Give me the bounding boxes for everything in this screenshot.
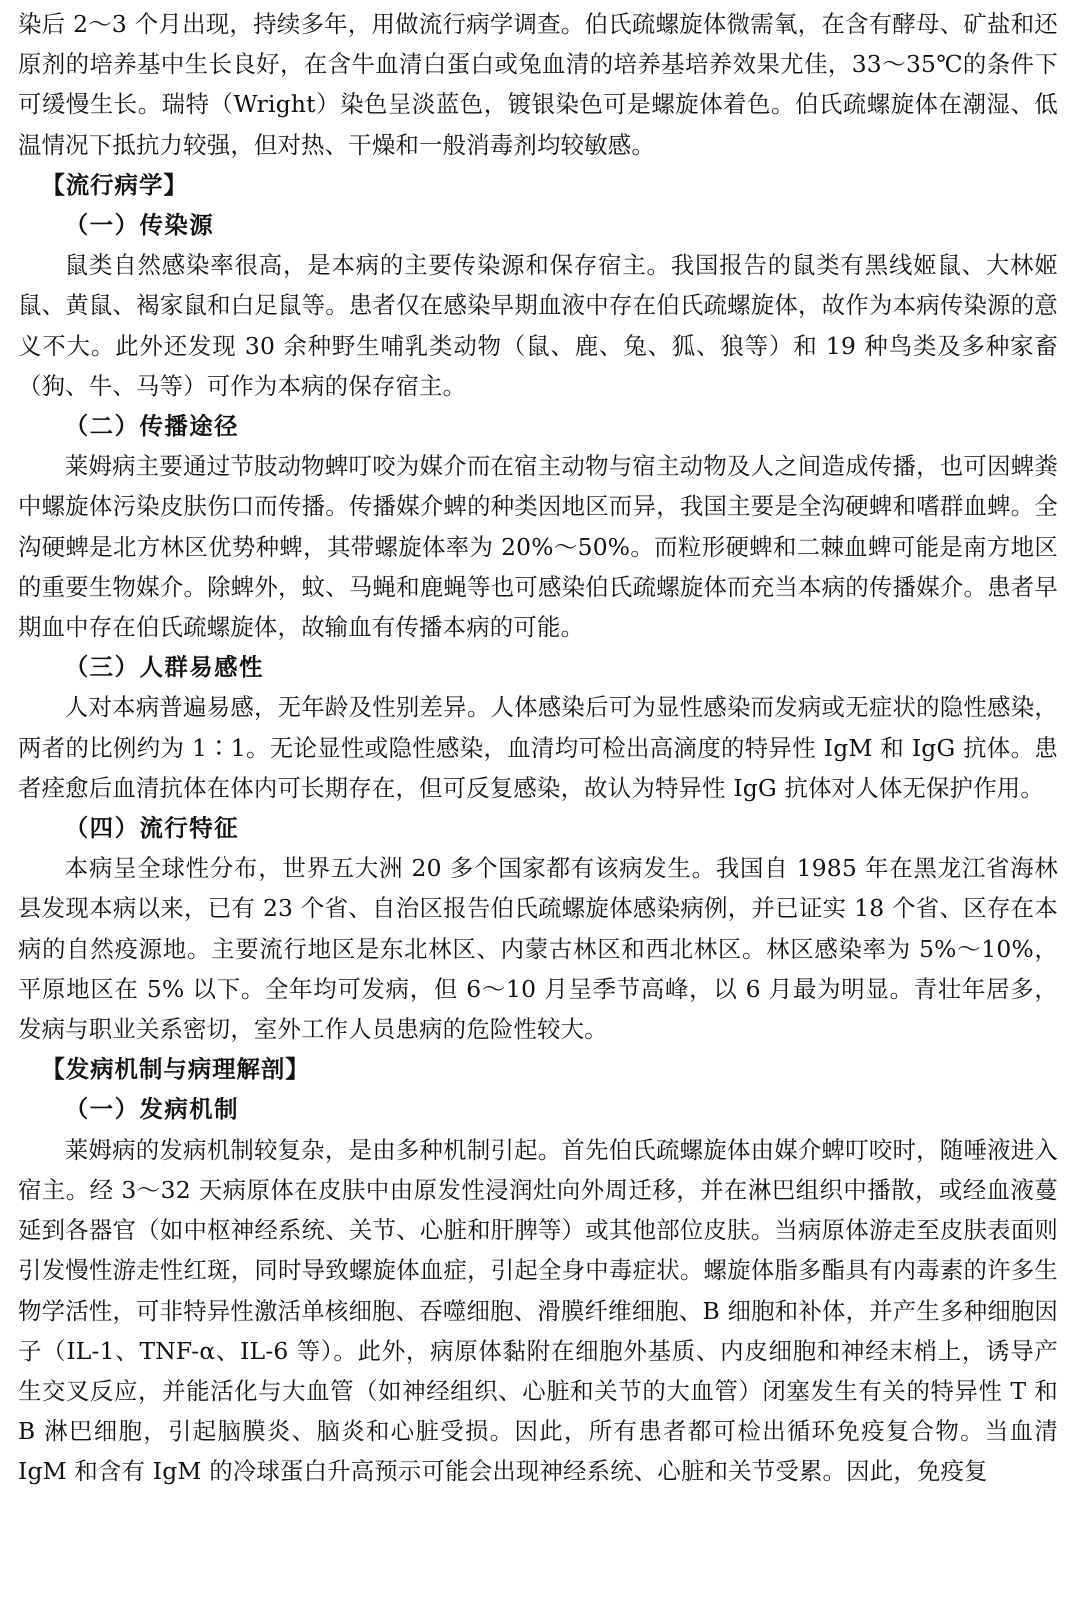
subsection-heading-pathogenesis: （一）发病机制 xyxy=(64,1095,240,1124)
subsection-heading-source-of-infection: （一）传染源 xyxy=(64,211,215,240)
paragraph-epidemic-features: 本病呈全球性分布，世界五大洲 20 多个国家都有该病发生。我国自 1985 年在黑龙江省海林县发现本病以来，已有 23 个省、自治区报告伯氏疏螺旋体感染病例，并已证实 18 个省、区存在本病的自然疫源地。主要流行地区是东北林区、内蒙古林区和西北林区。林区感染率为 5%～10%，平原地区在 5% 以下。全年均可发病，但 6～10 月呈季节高峰，以 6 月最为明显。青壮年居多，发病与职业关系密切，室外工作人员患病的危险性较大。 xyxy=(18,854,1058,1044)
section-heading-epidemiology: 【流行病学】 xyxy=(41,170,188,199)
section-heading-pathogenesis-pathology: 【发病机制与病理解剖】 xyxy=(41,1055,310,1084)
paragraph-susceptibility: 人对本病普遍易感，无年龄及性别差异。人体感染后可为显性感染而发病或无症状的隐性感染，两者的比例约为 1∶1。无论显性或隐性感染，血清均可检出高滴度的特异性 IgM 和 IgG 抗体。患者痊愈后血清抗体在体内可长期存在，但可反复感染，故认为特异性 IgG 抗体对人体无保护作用。 xyxy=(18,693,1058,802)
subsection-heading-epidemic-features: （四）流行特征 xyxy=(64,814,240,843)
paragraph-source-of-infection: 鼠类自然感染率很高，是本病的主要传染源和保存宿主。我国报告的鼠类有黑线姬鼠、大林姬鼠、黄鼠、褐家鼠和白足鼠等。患者仅在感染早期血液中存在伯氏疏螺旋体，故作为本病传染源的意义不大。此外还发现 30 余种野生哺乳类动物（鼠、鹿、兔、狐、狼等）和 19 种鸟类及多种家畜（狗、牛、马等）可作为本病的保存宿主。 xyxy=(18,251,1058,400)
document-body xyxy=(18,4,1058,1492)
paragraph-opening: 染后 2～3 个月出现，持续多年，用做流行病学调查。伯氏疏螺旋体微需氧，在含有酵母、矿盐和还原剂的培养基中生长良好，在含牛血清白蛋白或兔血清的培养基培养效果尤佳，33～35℃的条件下可缓慢生长。瑞特（Wright）染色呈淡蓝色，镀银染色可是螺旋体着色。伯氏疏螺旋体在潮湿、低温情况下抵抗力较强，但对热、干燥和一般消毒剂均较敏感。 xyxy=(18,10,1058,159)
subsection-heading-transmission-route: （二）传播途径 xyxy=(64,412,240,441)
paragraph-pathogenesis: 莱姆病的发病机制较复杂，是由多种机制引起。首先伯氏疏螺旋体由媒介蜱叮咬时，随唾液进入宿主。经 3～32 天病原体在皮肤中由原发性浸润灶向外周迁移，并在淋巴组织中播散，或经血液蔓延到各器官（如中枢神经系统、关节、心脏和肝脾等）或其他部位皮肤。当病原体游走至皮肤表面则引发慢性游走性红斑，同时导致螺旋体血症，引起全身中毒症状。螺旋体脂多酯具有内毒素的许多生物学活性，可非特异性激活单核细胞、吞噬细胞、滑膜纤维细胞、B 细胞和补体，并产生多种细胞因子（IL-1、TNF-α、IL-6 等）。此外，病原体黏附在细胞外基质、内皮细胞和神经末梢上，诱导产生交叉反应，并能活化与大血管（如神经组织、心脏和关节的大血管）闭塞发生有关的特异性 T 和 B 淋巴细胞，引起脑膜炎、脑炎和心脏受损。因此，所有患者都可检出循环免疫复合物。当血清 IgM 和含有 IgM 的冷球蛋白升高预示可能会出现神经系统、心脏和关节受累。因此，免疫复 xyxy=(18,1135,1058,1486)
paragraph-transmission-route: 莱姆病主要通过节肢动物蜱叮咬为媒介而在宿主动物与宿主动物及人之间造成传播，也可因蜱粪中螺旋体污染皮肤伤口而传播。传播媒介蜱的种类因地区而异，我国主要是全沟硬蜱和嗜群血蜱。全沟硬蜱是北方林区优势种蜱，其带螺旋体率为 20%～50%。而粒形硬蜱和二棘血蜱可能是南方地区的重要生物媒介。除蜱外，蚊、马蝇和鹿蝇等也可感染伯氏疏螺旋体而充当本病的传播媒介。患者早期血中存在伯氏疏螺旋体，故输血有传播本病的可能。 xyxy=(18,452,1058,642)
subsection-heading-susceptibility: （三）人群易感性 xyxy=(64,653,264,682)
